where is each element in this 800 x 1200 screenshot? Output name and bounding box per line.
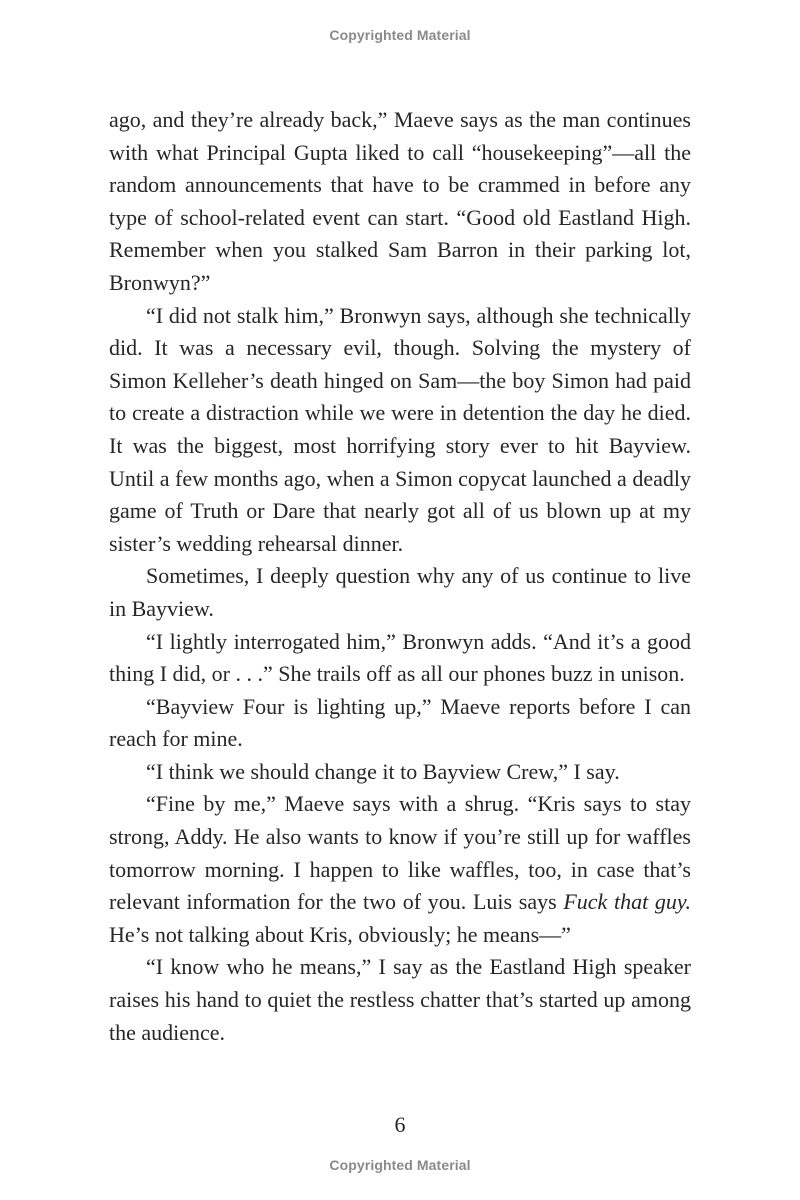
page-body [109, 104, 691, 1049]
paragraph: ago, and they’re already back,” Maeve says as the man continues with what Principal Gupta liked to call “housekeeping”—all the random announcements that have to be crammed in before any type of school-related event can start. “Good old Eastland High. Remember when you stalked Sam Barron in their parking lot, Bronwyn?” [109, 107, 691, 295]
paragraph: “I did not stalk him,” Bronwyn says, although she technically did. It was a necessary evil, though. Solving the mystery of Simon Kelleher’s death hinged on Sam—the boy Simon had paid to create a distraction while we were in detention the day he died. It was the biggest, most horrifying story ever to hit Bayview. Until a few months ago, when a Simon copycat launched a deadly game of Truth or Dare that nearly got all of us blown up at my sister’s wedding rehearsal dinner. [109, 302, 691, 556]
paragraph: Sometimes, I deeply question why any of us continue to live in Bayview. [109, 563, 691, 621]
paragraph [109, 788, 691, 951]
paragraph-text: “Fine by me,” Maeve says with a shrug. “Kris says to stay strong, Addy. He also wants to know if you’re still up for waffles tomorrow morning. I happen to like waffles, too, in case that’s relevant information for the two of you. Luis says [109, 791, 691, 915]
paragraph: “I think we should change it to Bayview Crew,” I say. [146, 758, 620, 784]
paragraph: “Bayview Four is lighting up,” Maeve reports before I can reach for mine. [109, 693, 691, 752]
paragraph-text: He’s not talking about Kris, obviously; he means—” [109, 921, 571, 947]
page-number: 6 [394, 1112, 406, 1137]
copyright-watermark-bottom: Copyrighted Material [329, 1157, 471, 1173]
copyright-watermark-top: Copyrighted Material [329, 27, 471, 43]
italic-text: Fuck that guy. [563, 889, 691, 915]
paragraph: “I lightly interrogated him,” Bronwyn adds. “And it’s a good thing I did, or . . .” She trails off as all our phones buzz in unison. [109, 628, 691, 687]
paragraph: “I know who he means,” I say as the Eastland High speaker raises his hand to quiet the restless chatter that’s started up among the audience. [109, 954, 691, 1045]
